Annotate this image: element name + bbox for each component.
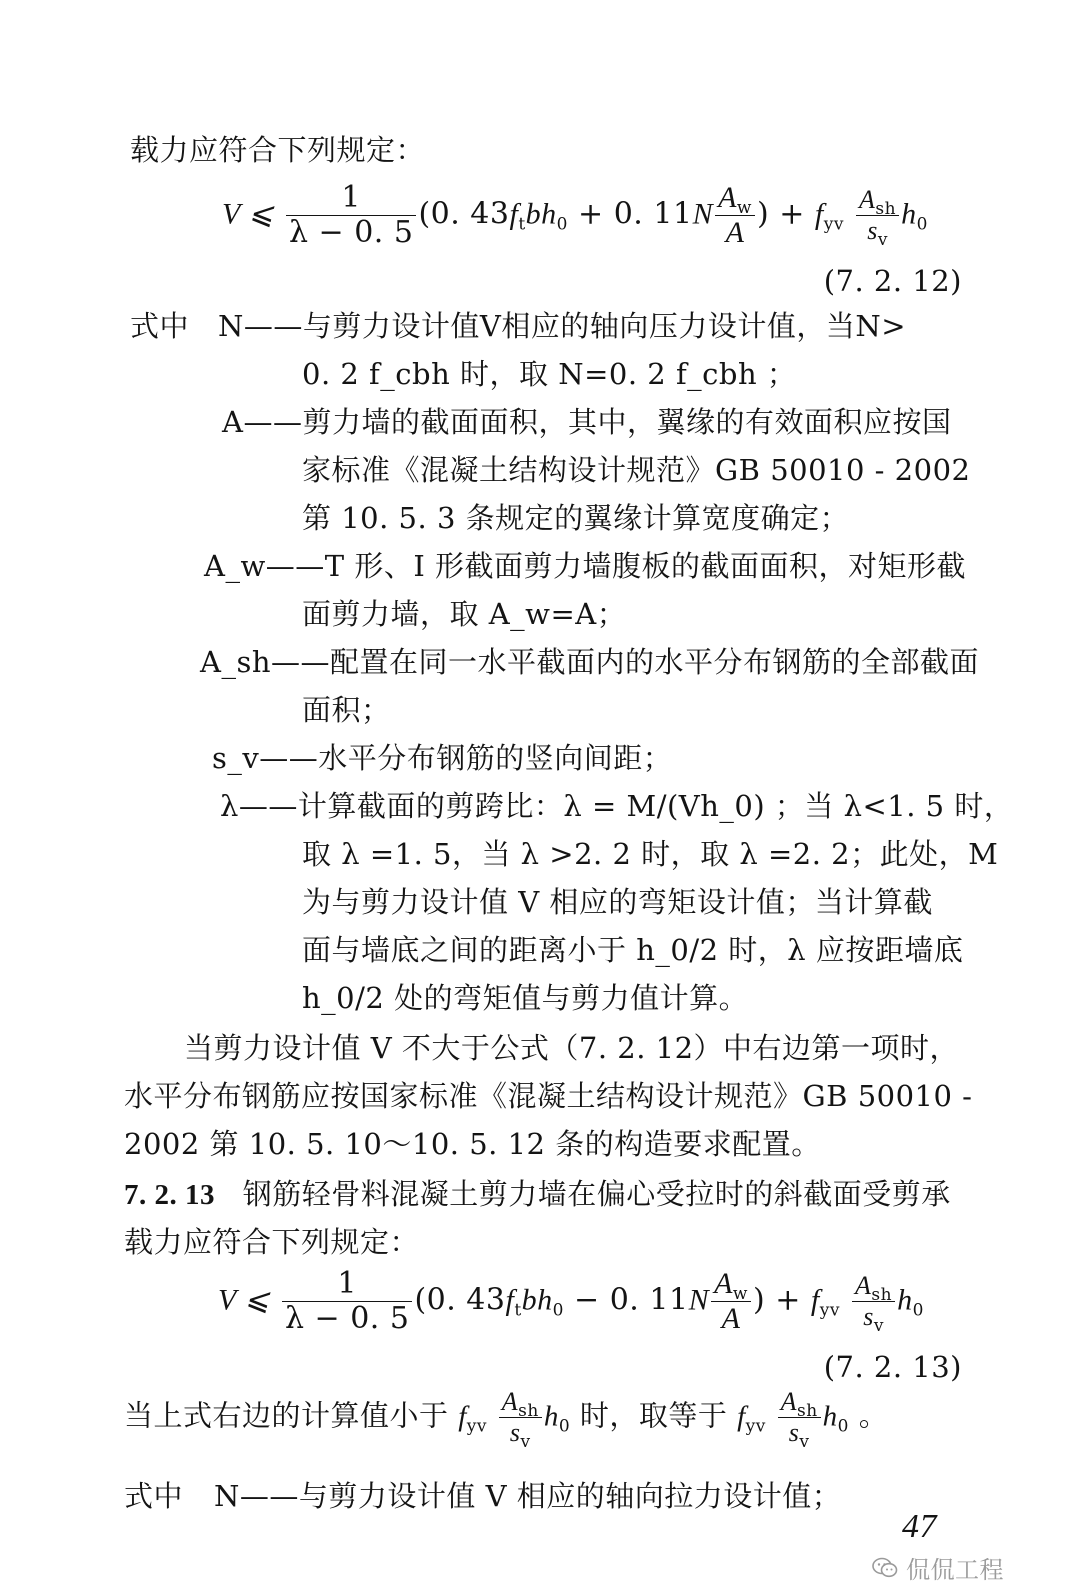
eq1-ash-fraction: $\frac{A_{sh}}{s_v}$ bbox=[856, 186, 899, 245]
def-line-04: 家标准《混凝土结构设计规范》GB 50010 - 2002 bbox=[302, 453, 971, 487]
eq1-aw-fraction: $\frac{A_w}{A}$ bbox=[715, 182, 755, 249]
section-line-2: 载力应符合下列规定： bbox=[124, 1225, 420, 1259]
def-line-02: 0. 2 f_cbh 时，取 N=0. 2 f_cbh ； bbox=[302, 357, 797, 391]
eq1-fraction: $\frac{1}{\lambda - 0. 5}$ bbox=[286, 182, 416, 249]
wechat-icon bbox=[872, 1557, 898, 1579]
section-number: 7. 2. 13 bbox=[124, 1179, 215, 1211]
def-line-08: A_sh——配置在同一水平截面内的水平分布钢筋的全部截面 bbox=[200, 645, 980, 679]
equation-number-7-2-12: (7. 2. 12) bbox=[823, 264, 962, 298]
shizhong-label-2: 式中 bbox=[124, 1479, 184, 1513]
watermark bbox=[872, 1550, 1004, 1585]
def-line-03: A——剪力墙的截面面积，其中，翼缘的有效面积应按国 bbox=[222, 405, 952, 439]
para-line-2: 水平分布钢筋应按国家标准《混凝土结构设计规范》GB 50010 - bbox=[124, 1079, 973, 1113]
def-line-13: 为与剪力设计值 V 相应的弯矩设计值；当计算截 bbox=[302, 885, 933, 919]
def-line-06: A_w——T 形、I 形截面剪力墙腹板的截面面积，对矩形截 bbox=[204, 549, 967, 583]
equation-number-7-2-13: (7. 2. 13) bbox=[823, 1350, 962, 1384]
eq2-fraction: $\frac{1}{\lambda - 0. 5}$ bbox=[282, 1268, 412, 1335]
equation-7-2-12: V ⩽ $\frac{1}{\lambda - 0. 5}$ (0. $43f_tbh_0 + 0$. 11N $\frac{A_w}{A}$ ) + $f_{yv}$ $\frac{A_{sh}}{s_v}$ $h_0$ bbox=[222, 180, 928, 250]
def-line-10: s_v——水平分布钢筋的竖向间距； bbox=[212, 741, 673, 775]
def-line-01: N——与剪力设计值V相应的轴向压力设计值，当N> bbox=[218, 309, 906, 343]
def-line-09: 面积； bbox=[302, 693, 391, 727]
page-number: 47 bbox=[902, 1508, 937, 1545]
shizhong-label-1: 式中 bbox=[130, 309, 190, 343]
def-line-05: 第 10. 5. 3 条规定的翼缘计算宽度确定； bbox=[302, 501, 850, 535]
def-line-14: 面与墙底之间的距离小于 h_0/2 时，λ 应按距墙底 bbox=[302, 933, 964, 967]
def-line-11: λ——计算截面的剪跨比：λ = M/(Vh_0) ；当 λ<1. 5 时， bbox=[220, 789, 1014, 823]
intro-line: 载力应符合下列规定： bbox=[130, 133, 426, 167]
watermark-text: 侃侃工程 bbox=[906, 1556, 1004, 1584]
def-line-07: 面剪力墙，取 A_w=A； bbox=[302, 597, 627, 631]
def-line-12: 取 λ =1. 5，当 λ >2. 2 时，取 λ =2. 2；此处，M bbox=[302, 837, 999, 871]
equation-7-2-13: V ⩽ $\frac{1}{\lambda - 0. 5}$ (0. $43f_tbh_0 - 0$. 11N $\frac{A_w}{A}$ ) + $f_{yv}$ $\frac{A_{sh}}{s_v}$ $h_0$ bbox=[218, 1266, 924, 1336]
eq2-ash-fraction: $\frac{A_{sh}}{s_v}$ bbox=[852, 1272, 895, 1331]
section-7-2-13 bbox=[124, 1172, 951, 1213]
condition-line: 当上式右边的计算值小于 $f_{yv}$ $\frac{A_{sh}}{s_v}$ $h_0$ 时，取等于 $f_{yv}$ $\frac{A_{sh}}{s_v}$ $h_0$ 。 bbox=[124, 1387, 889, 1452]
eq2-lhs: V ⩽ bbox=[218, 1283, 270, 1317]
eq1-lhs: V ⩽ bbox=[222, 197, 274, 231]
def2-line-1: N——与剪力设计值 V 相应的轴向拉力设计值； bbox=[214, 1479, 842, 1513]
section-line-1: 钢筋轻骨料混凝土剪力墙在偏心受拉时的斜截面受剪承 bbox=[242, 1177, 951, 1211]
eq2-aw-fraction: $\frac{A_w}{A}$ bbox=[711, 1268, 751, 1335]
def-line-15: h_0/2 处的弯矩值与剪力值计算。 bbox=[302, 981, 749, 1015]
para-line-3: 2002 第 10. 5. 10～10. 5. 12 条的构造要求配置。 bbox=[124, 1127, 821, 1161]
para-line-1: 当剪力设计值 V 不大于公式（7. 2. 12）中右边第一项时， bbox=[184, 1031, 960, 1065]
